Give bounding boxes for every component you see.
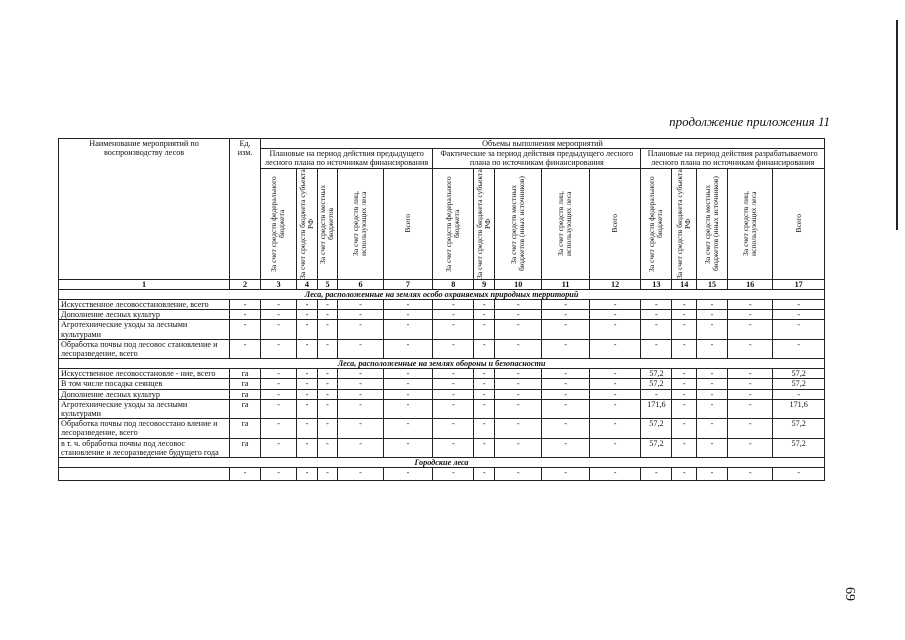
table-row (59, 299, 825, 309)
header-source-2-1: За счет средств федерального бюджета (433, 168, 474, 279)
value-cell: - (672, 299, 697, 309)
activity-name-cell: Обработка почвы под лесовос становление и лесоразведение, всего (59, 339, 230, 358)
value-cell: - (589, 320, 641, 339)
value-cell: - (672, 468, 697, 481)
value-cell: - (433, 369, 474, 379)
value-cell: - (261, 468, 297, 481)
column-number: 9 (474, 279, 495, 289)
value-cell: - (495, 379, 542, 389)
value-cell: - (728, 438, 773, 457)
value-cell: 57,2 (773, 419, 825, 438)
value-cell: - (773, 389, 825, 399)
value-cell: - (297, 299, 318, 309)
header-group-planned-previous: Плановые на период действия предыдущего лесного плана по источникам финансирования (261, 149, 433, 168)
column-number: 10 (495, 279, 542, 289)
value-cell: - (474, 399, 495, 418)
unit-cell: га (230, 379, 261, 389)
value-cell: 171,6 (641, 399, 672, 418)
value-cell: - (728, 369, 773, 379)
value-cell: - (542, 320, 589, 339)
value-cell: - (297, 419, 318, 438)
reforestation-table (58, 138, 825, 481)
value-cell: - (542, 369, 589, 379)
value-cell: - (773, 468, 825, 481)
value-cell: 57,2 (641, 379, 672, 389)
column-number: 8 (433, 279, 474, 289)
value-cell: - (542, 310, 589, 320)
value-cell: - (495, 399, 542, 418)
value-cell: - (317, 419, 338, 438)
value-cell: - (297, 369, 318, 379)
header-group-actual-previous: Фактические за период действия предыдущего лесного плана по источникам финансирования (433, 149, 641, 168)
value-cell: - (297, 468, 318, 481)
value-cell: - (474, 468, 495, 481)
value-cell: - (317, 339, 338, 358)
activity-name-cell: Обработка почвы под лесовосстано вление и лесоразведение, всего (59, 419, 230, 438)
value-cell: - (697, 310, 728, 320)
value-cell: - (697, 369, 728, 379)
header-source-2-3: За счет средств местных бюджетов (иных источников) (495, 168, 542, 279)
value-cell: - (495, 438, 542, 457)
unit-cell: га (230, 369, 261, 379)
value-cell: 57,2 (773, 438, 825, 457)
value-cell: - (261, 310, 297, 320)
value-cell: - (589, 399, 641, 418)
value-cell: - (338, 468, 383, 481)
value-cell: - (773, 320, 825, 339)
value-cell: - (297, 320, 318, 339)
value-cell: - (697, 379, 728, 389)
value-cell: 171,6 (773, 399, 825, 418)
value-cell: - (474, 438, 495, 457)
value-cell: - (641, 310, 672, 320)
value-cell: - (474, 310, 495, 320)
value-cell: - (261, 299, 297, 309)
column-number: 7 (383, 279, 432, 289)
table-row (59, 369, 825, 379)
value-cell: - (542, 468, 589, 481)
value-cell: - (474, 299, 495, 309)
value-cell: - (697, 389, 728, 399)
header-source-1-1: За счет средств федерального бюджета (261, 168, 297, 279)
table-row (59, 320, 825, 339)
value-cell: - (697, 399, 728, 418)
value-cell: - (728, 310, 773, 320)
value-cell: - (641, 299, 672, 309)
value-cell: - (773, 310, 825, 320)
value-cell: - (261, 320, 297, 339)
value-cell: - (474, 320, 495, 339)
table-row (59, 389, 825, 399)
value-cell: - (317, 399, 338, 418)
value-cell: - (672, 419, 697, 438)
value-cell: - (317, 468, 338, 481)
column-number: 4 (297, 279, 318, 289)
value-cell: - (589, 369, 641, 379)
value-cell: - (433, 419, 474, 438)
value-cell: - (317, 389, 338, 399)
value-cell: - (383, 339, 432, 358)
header-source-1-3: За счет средств местных бюджетов (317, 168, 338, 279)
value-cell: - (697, 438, 728, 457)
value-cell: - (495, 369, 542, 379)
table-row (59, 379, 825, 389)
value-cell: - (728, 320, 773, 339)
value-cell: - (383, 389, 432, 399)
value-cell: - (297, 399, 318, 418)
value-cell: - (542, 399, 589, 418)
unit-cell: - (230, 339, 261, 358)
value-cell: - (728, 468, 773, 481)
header-activity-name: Наименование мероприятий по воспроизводству лесов (59, 139, 230, 280)
value-cell: - (474, 379, 495, 389)
value-cell: - (433, 379, 474, 389)
value-cell: - (697, 299, 728, 309)
value-cell: - (672, 310, 697, 320)
value-cell: - (589, 438, 641, 457)
value-cell: 57,2 (773, 379, 825, 389)
activity-name-cell: Искусственное лесовосстановление, всего (59, 299, 230, 309)
value-cell: 57,2 (641, 369, 672, 379)
value-cell: - (697, 468, 728, 481)
value-cell: - (433, 389, 474, 399)
value-cell: - (697, 419, 728, 438)
section-title: Леса, расположенные на землях обороны и безопасности (59, 359, 825, 369)
value-cell: - (338, 389, 383, 399)
header-source-3-1: За счет средств федерального бюджета (641, 168, 672, 279)
value-cell: - (495, 468, 542, 481)
value-cell: - (261, 339, 297, 358)
column-number: 14 (672, 279, 697, 289)
value-cell: - (297, 379, 318, 389)
column-number: 5 (317, 279, 338, 289)
activity-name-cell (59, 468, 230, 481)
value-cell: - (383, 399, 432, 418)
value-cell: - (261, 369, 297, 379)
continuation-caption: продолжение приложения 11 (669, 114, 830, 129)
value-cell: - (672, 320, 697, 339)
value-cell: - (383, 299, 432, 309)
value-cell: - (672, 389, 697, 399)
value-cell: - (338, 438, 383, 457)
value-cell: - (542, 379, 589, 389)
value-cell: - (728, 299, 773, 309)
value-cell: - (338, 399, 383, 418)
value-cell: - (297, 438, 318, 457)
value-cell: - (728, 399, 773, 418)
value-cell: - (433, 399, 474, 418)
column-number: 15 (697, 279, 728, 289)
value-cell: - (317, 310, 338, 320)
column-number: 3 (261, 279, 297, 289)
table-row (59, 310, 825, 320)
value-cell: - (474, 389, 495, 399)
value-cell: - (728, 389, 773, 399)
unit-cell: - (230, 468, 261, 481)
value-cell: - (495, 389, 542, 399)
value-cell: - (338, 310, 383, 320)
value-cell: - (261, 389, 297, 399)
value-cell: - (261, 438, 297, 457)
value-cell: - (589, 339, 641, 358)
column-number: 12 (589, 279, 641, 289)
value-cell: - (317, 379, 338, 389)
value-cell: - (297, 339, 318, 358)
header-source-2-5: Всего (589, 168, 641, 279)
header-group-planned-new: Плановые на период действия разрабатываемого лесного плана по источникам финансирования (641, 149, 825, 168)
column-number: 17 (773, 279, 825, 289)
value-cell: - (495, 320, 542, 339)
value-cell: - (317, 438, 338, 457)
value-cell: - (495, 339, 542, 358)
value-cell: - (338, 369, 383, 379)
value-cell: - (261, 399, 297, 418)
column-number: 11 (542, 279, 589, 289)
value-cell: - (433, 438, 474, 457)
value-cell: - (383, 320, 432, 339)
value-cell: - (261, 379, 297, 389)
value-cell: - (542, 389, 589, 399)
unit-cell: - (230, 320, 261, 339)
header-source-3-4: За счет средств лиц, использующих леса (728, 168, 773, 279)
value-cell: - (641, 339, 672, 358)
unit-cell: га (230, 399, 261, 418)
scan-edge-line (896, 20, 898, 230)
value-cell: - (697, 320, 728, 339)
activity-name-cell: Агротехнические уходы за лесными культурами (59, 320, 230, 339)
value-cell: - (474, 369, 495, 379)
column-number: 2 (230, 279, 261, 289)
value-cell: - (589, 389, 641, 399)
header-source-1-2: За счет средств бюджета субъекта РФ (297, 168, 318, 279)
table-row (59, 438, 825, 457)
value-cell: - (433, 468, 474, 481)
section-title: Городские леса (59, 457, 825, 467)
activity-name-cell: В том числе посадка сеянцев (59, 379, 230, 389)
table-row (59, 339, 825, 358)
value-cell: - (383, 468, 432, 481)
value-cell: - (728, 419, 773, 438)
value-cell: - (433, 299, 474, 309)
value-cell: - (672, 369, 697, 379)
header-source-2-4: За счет средств лиц, использующих леса (542, 168, 589, 279)
column-number: 1 (59, 279, 230, 289)
value-cell: - (338, 339, 383, 358)
value-cell: - (589, 310, 641, 320)
table-row (59, 468, 825, 481)
section-title: Леса, расположенные на землях особо охраняемых природных территорий (59, 289, 825, 299)
value-cell: - (338, 320, 383, 339)
value-cell: - (672, 399, 697, 418)
value-cell: - (542, 339, 589, 358)
header-source-2-2: За счет средств бюджета субъекта РФ (474, 168, 495, 279)
value-cell: - (338, 299, 383, 309)
column-number: 13 (641, 279, 672, 289)
value-cell: - (672, 379, 697, 389)
value-cell: - (474, 339, 495, 358)
table-row (59, 399, 825, 418)
value-cell: - (589, 419, 641, 438)
value-cell: - (672, 339, 697, 358)
value-cell: 57,2 (641, 419, 672, 438)
value-cell: - (317, 299, 338, 309)
unit-cell: га (230, 389, 261, 399)
value-cell: - (297, 389, 318, 399)
value-cell: - (433, 339, 474, 358)
value-cell: - (728, 379, 773, 389)
header-source-3-3: За счет средств местных бюджетов (иных источников) (697, 168, 728, 279)
value-cell: - (261, 419, 297, 438)
column-number: 16 (728, 279, 773, 289)
value-cell: - (641, 468, 672, 481)
value-cell: - (433, 310, 474, 320)
unit-cell: - (230, 310, 261, 320)
page-number: 69 (842, 587, 857, 601)
value-cell: - (728, 339, 773, 358)
value-cell: - (589, 299, 641, 309)
header-volumes: Объемы выполнения мероприятий (261, 139, 825, 149)
activity-name-cell: Дополнение лесных культур (59, 310, 230, 320)
value-cell: - (474, 419, 495, 438)
value-cell: - (773, 339, 825, 358)
unit-cell: га (230, 438, 261, 457)
value-cell: - (317, 320, 338, 339)
value-cell: - (338, 419, 383, 438)
activity-name-cell: Дополнение лесных культур (59, 389, 230, 399)
value-cell: - (383, 310, 432, 320)
value-cell: - (383, 438, 432, 457)
value-cell: 57,2 (773, 369, 825, 379)
column-number: 6 (338, 279, 383, 289)
value-cell: - (542, 419, 589, 438)
header-source-3-2: За счет средств бюджета субъекта РФ (672, 168, 697, 279)
unit-cell: га (230, 419, 261, 438)
header-source-1-4: За счет средств лиц, использующих леса (338, 168, 383, 279)
header-unit: Ед. изм. (230, 139, 261, 280)
activity-name-cell: Искусственное лесовосстановле - ние, всего (59, 369, 230, 379)
unit-cell: - (230, 299, 261, 309)
value-cell: - (338, 379, 383, 389)
value-cell: - (297, 310, 318, 320)
header-source-3-5: Всего (773, 168, 825, 279)
header-source-1-5: Всего (383, 168, 432, 279)
value-cell: 57,2 (641, 438, 672, 457)
value-cell: - (433, 320, 474, 339)
activity-name-cell: Агротехнические уходы за лесными культурами (59, 399, 230, 418)
value-cell: - (383, 419, 432, 438)
value-cell: - (641, 320, 672, 339)
value-cell: - (495, 299, 542, 309)
value-cell: - (672, 438, 697, 457)
value-cell: - (495, 419, 542, 438)
value-cell: - (589, 468, 641, 481)
value-cell: - (542, 299, 589, 309)
value-cell: - (383, 379, 432, 389)
value-cell: - (495, 310, 542, 320)
value-cell: - (383, 369, 432, 379)
value-cell: - (773, 299, 825, 309)
value-cell: - (641, 389, 672, 399)
activity-name-cell: в т. ч. обработка почвы под лесовос становление и лесоразведение будущего года (59, 438, 230, 457)
value-cell: - (542, 438, 589, 457)
value-cell: - (317, 369, 338, 379)
value-cell: - (697, 339, 728, 358)
value-cell: - (589, 379, 641, 389)
table-row (59, 419, 825, 438)
